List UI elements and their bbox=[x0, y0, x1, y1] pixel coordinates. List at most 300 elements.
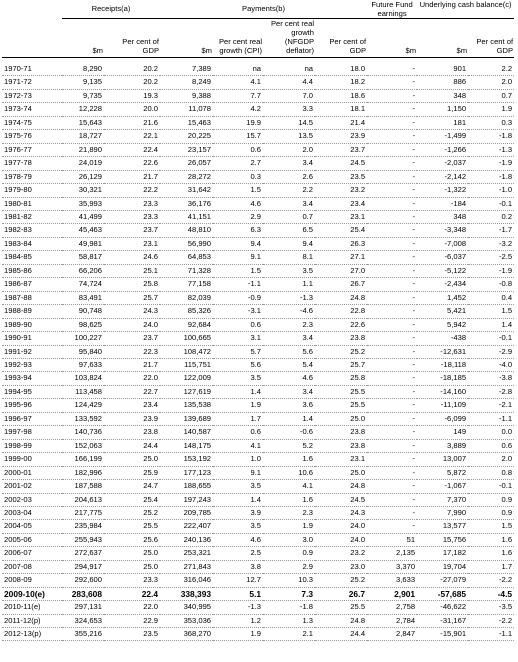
payments-percent-gdp-cell: 24.8 bbox=[315, 614, 367, 627]
table-row bbox=[2, 385, 514, 398]
table-row bbox=[2, 480, 514, 493]
future-fund-earnings-cell: 2,135 bbox=[367, 547, 417, 560]
underlying-cash-balance-dollars-cell: -1,322 bbox=[417, 184, 468, 197]
payments-percent-gdp-cell: 24.4 bbox=[315, 628, 367, 641]
year-cell: 1973-74 bbox=[2, 103, 62, 116]
payments-dollars-cell: 71,328 bbox=[160, 264, 213, 277]
payments-dollars-cell: 92,684 bbox=[160, 318, 213, 331]
receipts-percent-gdp-cell: 24.0 bbox=[104, 318, 160, 331]
underlying-cash-balance-percent-gdp-cell: -1.0 bbox=[468, 184, 514, 197]
underlying-cash-balance-percent-gdp-cell: -1.9 bbox=[468, 264, 514, 277]
year-cell: 2011-12(p) bbox=[2, 614, 62, 627]
future-fund-earnings-cell: - bbox=[367, 278, 417, 291]
future-fund-earnings-cell: - bbox=[367, 157, 417, 170]
receipts-dollars-cell: 41,499 bbox=[62, 210, 104, 223]
payments-dollars-cell: 140,587 bbox=[160, 426, 213, 439]
payments-real-growth-cpi-cell: -0.9 bbox=[213, 291, 263, 304]
receipts-dollars-cell: 187,588 bbox=[62, 480, 104, 493]
underlying-cash-balance-percent-gdp-cell: -1.3 bbox=[468, 143, 514, 156]
payments-real-growth-nfgdp-cell: 10.3 bbox=[263, 574, 315, 587]
table-row bbox=[2, 547, 514, 560]
underlying-cash-balance-dollars-cell: -18,118 bbox=[417, 358, 468, 371]
payments-percent-gdp-cell: 24.5 bbox=[315, 493, 367, 506]
table-row bbox=[2, 493, 514, 506]
payments-dollars-cell: 11,078 bbox=[160, 103, 213, 116]
underlying-cash-balance-percent-gdp-cell: 1.6 bbox=[468, 547, 514, 560]
receipts-percent-gdp-cell: 25.6 bbox=[104, 533, 160, 546]
future-fund-earnings-cell: - bbox=[367, 291, 417, 304]
payments-real-growth-cpi-cell: 19.9 bbox=[213, 116, 263, 129]
underlying-cash-balance-dollars-cell: -15,901 bbox=[417, 628, 468, 641]
table-row bbox=[2, 614, 514, 627]
payments-dollars-cell: 115,751 bbox=[160, 358, 213, 371]
payments-real-growth-nfgdp-cell: 1.4 bbox=[263, 412, 315, 425]
payments-real-growth-cpi-cell: 0.6 bbox=[213, 318, 263, 331]
payments-real-growth-cpi-cell: 1.2 bbox=[213, 614, 263, 627]
year-cell: 2010-11(e) bbox=[2, 601, 62, 614]
receipts-percent-gdp-cell: 25.0 bbox=[104, 560, 160, 573]
underlying-cash-balance-dollars-cell: 7,370 bbox=[417, 493, 468, 506]
payments-real-growth-nfgdp-cell: 3.4 bbox=[263, 385, 315, 398]
underlying-cash-balance-percent-gdp-cell: 0.0 bbox=[468, 426, 514, 439]
payments-real-growth-cpi-cell: 1.0 bbox=[213, 453, 263, 466]
receipts-dollars-cell: 133,592 bbox=[62, 412, 104, 425]
future-fund-earnings-cell: - bbox=[367, 399, 417, 412]
future-fund-earnings-cell: - bbox=[367, 264, 417, 277]
receipts-percent-gdp-cell: 20.2 bbox=[104, 76, 160, 89]
receipts-dollars-cell: 292,600 bbox=[62, 574, 104, 587]
future-fund-earnings-cell: - bbox=[367, 210, 417, 223]
receipts-dollars-cell: 324,653 bbox=[62, 614, 104, 627]
year-cell: 2012-13(p) bbox=[2, 628, 62, 641]
payments-dollars-cell: 122,009 bbox=[160, 372, 213, 385]
payments-real-growth-cpi-cell: -1.1 bbox=[213, 278, 263, 291]
payments-real-growth-cpi-cell: 3.1 bbox=[213, 332, 263, 345]
payments-real-growth-cpi-cell: 1.5 bbox=[213, 184, 263, 197]
receipts-percent-gdp-cell: 22.6 bbox=[104, 157, 160, 170]
payments-dollars-cell: 23,157 bbox=[160, 143, 213, 156]
payments-real-growth-cpi-cell: 1.5 bbox=[213, 264, 263, 277]
receipts-dollars-cell: 35,993 bbox=[62, 197, 104, 210]
underlying-cash-balance-dollars-cell: 17,182 bbox=[417, 547, 468, 560]
future-fund-earnings-cell: 51 bbox=[367, 533, 417, 546]
year-cell: 1986-87 bbox=[2, 278, 62, 291]
table-row bbox=[2, 453, 514, 466]
group-header-row bbox=[2, 0, 514, 19]
underlying-cash-balance-dollars-cell: -11,109 bbox=[417, 399, 468, 412]
payments-percent-gdp-cell: 23.8 bbox=[315, 426, 367, 439]
underlying-cash-balance-percent-gdp-cell: 0.4 bbox=[468, 291, 514, 304]
receipts-dollars-cell: 9,135 bbox=[62, 76, 104, 89]
future-fund-earnings-cell: - bbox=[367, 345, 417, 358]
payments-real-growth-nfgdp-cell: 5.6 bbox=[263, 345, 315, 358]
year-cell: 1998-99 bbox=[2, 439, 62, 452]
payments-dollars-cell: 28,272 bbox=[160, 170, 213, 183]
payments-real-growth-cpi-cell: 1.9 bbox=[213, 628, 263, 641]
year-cell: 1974-75 bbox=[2, 116, 62, 129]
payments-real-growth-cpi-cell: 0.6 bbox=[213, 143, 263, 156]
receipts-dollars-cell: 30,321 bbox=[62, 184, 104, 197]
underlying-percent-gdp-header: Per cent of GDP bbox=[468, 19, 514, 58]
table-row bbox=[2, 332, 514, 345]
payments-real-growth-nfgdp-cell: 2.6 bbox=[263, 170, 315, 183]
payments-dollars-cell: 368,270 bbox=[160, 628, 213, 641]
year-cell: 1994-95 bbox=[2, 385, 62, 398]
payments-percent-gdp-cell: 22.6 bbox=[315, 318, 367, 331]
future-fund-earnings-cell: - bbox=[367, 130, 417, 143]
future-fund-earnings-cell: - bbox=[367, 372, 417, 385]
table-row bbox=[2, 143, 514, 156]
payments-dollars-cell: 148,175 bbox=[160, 439, 213, 452]
payments-real-growth-nfgdp-cell: 2.0 bbox=[263, 143, 315, 156]
table-row bbox=[2, 628, 514, 641]
underlying-cash-balance-dollars-cell: -6,037 bbox=[417, 251, 468, 264]
underlying-cash-balance-percent-gdp-cell: -2.8 bbox=[468, 385, 514, 398]
underlying-cash-balance-dollars-cell: -438 bbox=[417, 332, 468, 345]
table-row bbox=[2, 197, 514, 210]
payments-dollars-cell: 271,843 bbox=[160, 560, 213, 573]
payments-percent-gdp-cell: 24.3 bbox=[315, 506, 367, 519]
payments-percent-gdp-cell: 23.9 bbox=[315, 130, 367, 143]
receipts-dollars-cell: 21,890 bbox=[62, 143, 104, 156]
receipts-percent-gdp-cell: 22.9 bbox=[104, 614, 160, 627]
payments-dollars-cell: 316,046 bbox=[160, 574, 213, 587]
underlying-cash-balance-percent-gdp-cell: 2.0 bbox=[468, 453, 514, 466]
payments-dollars-cell: 153,192 bbox=[160, 453, 213, 466]
payments-real-growth-nfgdp-cell: 4.6 bbox=[263, 372, 315, 385]
future-fund-earnings-cell: 2,784 bbox=[367, 614, 417, 627]
payments-real-growth-cpi-cell: 4.6 bbox=[213, 533, 263, 546]
underlying-cash-balance-dollars-cell: -12,631 bbox=[417, 345, 468, 358]
underlying-cash-balance-dollars-cell: -6,099 bbox=[417, 412, 468, 425]
receipts-percent-gdp-cell: 22.0 bbox=[104, 601, 160, 614]
payments-real-growth-nfgdp-cell: -0.6 bbox=[263, 426, 315, 439]
receipts-percent-gdp-cell: 25.4 bbox=[104, 493, 160, 506]
table-row bbox=[2, 560, 514, 573]
year-cell: 1983-84 bbox=[2, 237, 62, 250]
future-fund-earnings-cell: - bbox=[367, 305, 417, 318]
receipts-dollars-cell: 283,608 bbox=[62, 587, 104, 600]
payments-real-growth-cpi-cell: 7.7 bbox=[213, 89, 263, 102]
underlying-cash-balance-dollars-cell: -1,266 bbox=[417, 143, 468, 156]
payments-real-growth-cpi-cell: 9.1 bbox=[213, 466, 263, 479]
year-cell: 2000-01 bbox=[2, 466, 62, 479]
receipts-percent-gdp-cell: 25.8 bbox=[104, 278, 160, 291]
receipts-dollars-cell: 95,840 bbox=[62, 345, 104, 358]
payments-real-growth-nfgdp-cell: 3.6 bbox=[263, 399, 315, 412]
underlying-cash-balance-percent-gdp-cell: 1.5 bbox=[468, 305, 514, 318]
table-row bbox=[2, 103, 514, 116]
underlying-cash-balance-percent-gdp-cell: 1.4 bbox=[468, 318, 514, 331]
table-row bbox=[2, 520, 514, 533]
payments-percent-gdp-cell: 25.0 bbox=[315, 412, 367, 425]
underlying-cash-balance-percent-gdp-cell: -1.9 bbox=[468, 157, 514, 170]
table-row bbox=[2, 305, 514, 318]
payments-real-growth-cpi-cell: 2.7 bbox=[213, 157, 263, 170]
underlying-cash-balance-dollars-cell: 5,942 bbox=[417, 318, 468, 331]
receipts-dollars-cell: 297,131 bbox=[62, 601, 104, 614]
payments-percent-gdp-cell: 25.7 bbox=[315, 358, 367, 371]
payments-dollars-cell: 48,810 bbox=[160, 224, 213, 237]
underlying-cash-balance-dollars-cell: 13,007 bbox=[417, 453, 468, 466]
underlying-cash-balance-percent-gdp-cell: -3.2 bbox=[468, 237, 514, 250]
underlying-cash-balance-percent-gdp-cell: -1.8 bbox=[468, 170, 514, 183]
underlying-cash-balance-dollars-cell: 348 bbox=[417, 210, 468, 223]
future-fund-earnings-cell: - bbox=[367, 237, 417, 250]
table-row bbox=[2, 291, 514, 304]
future-fund-earnings-cell: - bbox=[367, 453, 417, 466]
underlying-cash-balance-percent-gdp-cell: 0.6 bbox=[468, 439, 514, 452]
payments-percent-gdp-cell: 18.0 bbox=[315, 63, 367, 76]
underlying-cash-balance-dollars-cell: -184 bbox=[417, 197, 468, 210]
receipts-dollars-cell: 66,206 bbox=[62, 264, 104, 277]
payments-real-growth-nfgdp-cell: 0.7 bbox=[263, 210, 315, 223]
receipts-dollars-cell: 217,775 bbox=[62, 506, 104, 519]
payments-real-growth-cpi-cell: -3.1 bbox=[213, 305, 263, 318]
payments-real-growth-nfgdp-cell: 2.3 bbox=[263, 506, 315, 519]
year-cell: 1975-76 bbox=[2, 130, 62, 143]
payments-percent-gdp-cell: 26.7 bbox=[315, 587, 367, 600]
underlying-cash-balance-dollars-cell: -2,037 bbox=[417, 157, 468, 170]
future-fund-earnings-cell: - bbox=[367, 506, 417, 519]
payments-dollars-cell: 26,057 bbox=[160, 157, 213, 170]
underlying-cash-balance-percent-gdp-cell: 0.2 bbox=[468, 210, 514, 223]
underlying-cash-balance-percent-gdp-cell: -2.2 bbox=[468, 574, 514, 587]
underlying-cash-balance-percent-gdp-cell: -2.9 bbox=[468, 345, 514, 358]
receipts-percent-gdp-cell: 23.3 bbox=[104, 574, 160, 587]
underlying-cash-balance-dollars-cell: -18,185 bbox=[417, 372, 468, 385]
payments-real-growth-cpi-header: Per cent real growth (CPI) bbox=[213, 19, 263, 58]
receipts-percent-gdp-cell: 23.8 bbox=[104, 426, 160, 439]
payments-real-growth-nfgdp-cell: 3.4 bbox=[263, 157, 315, 170]
table-row bbox=[2, 278, 514, 291]
year-cell: 1997-98 bbox=[2, 426, 62, 439]
underlying-cash-balance-dollars-cell: 1,452 bbox=[417, 291, 468, 304]
table-row bbox=[2, 412, 514, 425]
payments-percent-gdp-cell: 24.0 bbox=[315, 533, 367, 546]
receipts-percent-gdp-cell: 24.4 bbox=[104, 439, 160, 452]
year-cell: 1978-79 bbox=[2, 170, 62, 183]
underlying-cash-balance-dollars-cell: 886 bbox=[417, 76, 468, 89]
receipts-percent-gdp-cell: 23.4 bbox=[104, 399, 160, 412]
future-fund-earnings-cell: 2,847 bbox=[367, 628, 417, 641]
underlying-cash-balance-dollars-cell: -2,142 bbox=[417, 170, 468, 183]
table-row bbox=[2, 372, 514, 385]
receipts-percent-gdp-cell: 20.0 bbox=[104, 103, 160, 116]
receipts-dollars-cell: 294,917 bbox=[62, 560, 104, 573]
payments-percent-gdp-cell: 18.1 bbox=[315, 103, 367, 116]
table-row bbox=[2, 76, 514, 89]
year-cell: 1979-80 bbox=[2, 184, 62, 197]
payments-dollars-cell: 82,039 bbox=[160, 291, 213, 304]
year-cell: 1990-91 bbox=[2, 332, 62, 345]
payments-real-growth-cpi-cell: 3.9 bbox=[213, 506, 263, 519]
underlying-cash-balance-percent-gdp-cell: 0.9 bbox=[468, 493, 514, 506]
payments-dollars-cell: 353,036 bbox=[160, 614, 213, 627]
receipts-percent-gdp-cell: 23.5 bbox=[104, 628, 160, 641]
receipts-percent-gdp-cell: 22.1 bbox=[104, 130, 160, 143]
payments-real-growth-nfgdp-cell: 6.5 bbox=[263, 224, 315, 237]
underlying-cash-balance-dollars-cell: -3,348 bbox=[417, 224, 468, 237]
underlying-cash-balance-dollars-cell: 901 bbox=[417, 63, 468, 76]
payments-real-growth-nfgdp-cell: 2.9 bbox=[263, 560, 315, 573]
receipts-percent-gdp-cell: 25.0 bbox=[104, 547, 160, 560]
payments-dollars-cell: 338,393 bbox=[160, 587, 213, 600]
underlying-cash-balance-dollars-cell: -1,499 bbox=[417, 130, 468, 143]
payments-dollars-cell: 56,990 bbox=[160, 237, 213, 250]
underlying-cash-balance-percent-gdp-cell: -2.1 bbox=[468, 399, 514, 412]
underlying-cash-balance-percent-gdp-cell: 1.9 bbox=[468, 103, 514, 116]
receipts-percent-gdp-cell: 25.0 bbox=[104, 453, 160, 466]
payments-real-growth-nfgdp-header: Per cent real growth (NFGDP deflator) bbox=[263, 19, 315, 58]
payments-real-growth-nfgdp-cell: -4.6 bbox=[263, 305, 315, 318]
table-row bbox=[2, 224, 514, 237]
year-cell: 1972-73 bbox=[2, 89, 62, 102]
payments-dollars-cell: 31,642 bbox=[160, 184, 213, 197]
receipts-dollars-cell: 355,216 bbox=[62, 628, 104, 641]
future-fund-dollars-header: $m bbox=[367, 19, 417, 58]
payments-dollars-cell: 77,158 bbox=[160, 278, 213, 291]
receipts-percent-gdp-cell: 23.3 bbox=[104, 210, 160, 223]
payments-real-growth-nfgdp-cell: 9.4 bbox=[263, 237, 315, 250]
table-row bbox=[2, 506, 514, 519]
payments-percent-gdp-cell: 25.2 bbox=[315, 574, 367, 587]
table-row bbox=[2, 399, 514, 412]
year-cell: 1985-86 bbox=[2, 264, 62, 277]
receipts-percent-gdp-cell: 25.7 bbox=[104, 291, 160, 304]
payments-real-growth-nfgdp-cell: 1.1 bbox=[263, 278, 315, 291]
payments-real-growth-cpi-cell: 3.5 bbox=[213, 372, 263, 385]
payments-dollars-cell: 20,225 bbox=[160, 130, 213, 143]
payments-real-growth-nfgdp-cell: 4.4 bbox=[263, 76, 315, 89]
payments-real-growth-cpi-cell: 2.5 bbox=[213, 547, 263, 560]
payments-real-growth-nfgdp-cell: 1.3 bbox=[263, 614, 315, 627]
payments-dollars-header: $m bbox=[160, 19, 213, 58]
future-fund-earnings-cell: - bbox=[367, 76, 417, 89]
table-row bbox=[2, 63, 514, 76]
receipts-percent-gdp-cell: 23.7 bbox=[104, 332, 160, 345]
table-body bbox=[2, 63, 514, 641]
payments-percent-gdp-cell: 22.8 bbox=[315, 305, 367, 318]
table-row bbox=[2, 345, 514, 358]
receipts-dollars-cell: 90,748 bbox=[62, 305, 104, 318]
payments-real-growth-nfgdp-cell: 2.3 bbox=[263, 318, 315, 331]
receipts-dollars-cell: 83,491 bbox=[62, 291, 104, 304]
payments-percent-gdp-cell: 27.1 bbox=[315, 251, 367, 264]
year-cell: 2007-08 bbox=[2, 560, 62, 573]
receipts-dollars-cell: 15,643 bbox=[62, 116, 104, 129]
payments-percent-gdp-cell: 23.8 bbox=[315, 332, 367, 345]
underlying-cash-balance-dollars-cell: -5,122 bbox=[417, 264, 468, 277]
payments-percent-gdp-cell: 18.2 bbox=[315, 76, 367, 89]
payments-real-growth-cpi-cell: 3.5 bbox=[213, 480, 263, 493]
payments-real-growth-cpi-cell: 4.1 bbox=[213, 439, 263, 452]
payments-real-growth-cpi-cell: na bbox=[213, 63, 263, 76]
receipts-dollars-header: $m bbox=[62, 19, 104, 58]
year-cell: 1999-00 bbox=[2, 453, 62, 466]
table-row bbox=[2, 264, 514, 277]
underlying-cash-balance-percent-gdp-cell: -2.2 bbox=[468, 614, 514, 627]
payments-dollars-cell: 85,326 bbox=[160, 305, 213, 318]
table-row bbox=[2, 89, 514, 102]
payments-real-growth-cpi-cell: 15.7 bbox=[213, 130, 263, 143]
underlying-cash-balance-dollars-cell: 5,872 bbox=[417, 466, 468, 479]
receipts-dollars-cell: 235,984 bbox=[62, 520, 104, 533]
underlying-cash-balance-percent-gdp-cell: -4.0 bbox=[468, 358, 514, 371]
year-header-blank bbox=[2, 0, 62, 19]
payments-real-growth-nfgdp-cell: 5.2 bbox=[263, 439, 315, 452]
payments-percent-gdp-cell: 25.5 bbox=[315, 399, 367, 412]
payments-percent-gdp-cell: 23.1 bbox=[315, 210, 367, 223]
payments-dollars-cell: 222,407 bbox=[160, 520, 213, 533]
payments-real-growth-nfgdp-cell: 1.6 bbox=[263, 493, 315, 506]
table-row bbox=[2, 574, 514, 587]
future-fund-earnings-cell: - bbox=[367, 143, 417, 156]
table-row bbox=[2, 251, 514, 264]
payments-percent-gdp-cell: 23.4 bbox=[315, 197, 367, 210]
payments-real-growth-cpi-cell: 4.2 bbox=[213, 103, 263, 116]
year-cell: 2005-06 bbox=[2, 533, 62, 546]
payments-dollars-cell: 9,388 bbox=[160, 89, 213, 102]
payments-group-header: Payments(b) bbox=[160, 0, 367, 19]
future-fund-earnings-cell: 2,901 bbox=[367, 587, 417, 600]
receipts-percent-gdp-cell: 24.6 bbox=[104, 251, 160, 264]
payments-real-growth-nfgdp-cell: -1.3 bbox=[263, 291, 315, 304]
year-cell: 1989-90 bbox=[2, 318, 62, 331]
future-fund-earnings-cell: - bbox=[367, 89, 417, 102]
payments-dollars-cell: 197,243 bbox=[160, 493, 213, 506]
future-fund-earnings-cell: - bbox=[367, 170, 417, 183]
payments-real-growth-nfgdp-cell: 5.4 bbox=[263, 358, 315, 371]
underlying-cash-balance-percent-gdp-cell: -3.8 bbox=[468, 372, 514, 385]
underlying-cash-balance-percent-gdp-cell: 2.0 bbox=[468, 76, 514, 89]
table-row bbox=[2, 426, 514, 439]
payments-real-growth-cpi-cell: 1.4 bbox=[213, 493, 263, 506]
underlying-cash-balance-dollars-cell: -1,067 bbox=[417, 480, 468, 493]
underlying-cash-balance-dollars-cell: -7,008 bbox=[417, 237, 468, 250]
payments-real-growth-cpi-cell: 1.4 bbox=[213, 385, 263, 398]
receipts-percent-gdp-cell: 20.2 bbox=[104, 63, 160, 76]
underlying-cash-balance-percent-gdp-cell: -3.5 bbox=[468, 601, 514, 614]
receipts-percent-gdp-cell: 24.7 bbox=[104, 480, 160, 493]
table-row bbox=[2, 184, 514, 197]
payments-real-growth-cpi-cell: 9.1 bbox=[213, 251, 263, 264]
underlying-cash-balance-percent-gdp-cell: -0.1 bbox=[468, 480, 514, 493]
underlying-cash-balance-dollars-cell: 181 bbox=[417, 116, 468, 129]
underlying-cash-balance-percent-gdp-cell: -2.5 bbox=[468, 251, 514, 264]
future-fund-earnings-cell: - bbox=[367, 358, 417, 371]
receipts-percent-gdp-cell: 23.9 bbox=[104, 412, 160, 425]
payments-dollars-cell: 340,995 bbox=[160, 601, 213, 614]
payments-real-growth-cpi-cell: 1.9 bbox=[213, 399, 263, 412]
future-fund-earnings-cell: - bbox=[367, 251, 417, 264]
receipts-dollars-cell: 97,633 bbox=[62, 358, 104, 371]
receipts-dollars-cell: 103,824 bbox=[62, 372, 104, 385]
receipts-dollars-cell: 204,613 bbox=[62, 493, 104, 506]
future-fund-earnings-cell: - bbox=[367, 426, 417, 439]
future-fund-earnings-cell: - bbox=[367, 318, 417, 331]
table-row bbox=[2, 533, 514, 546]
underlying-cash-balance-dollars-cell: -27,079 bbox=[417, 574, 468, 587]
payments-real-growth-nfgdp-cell: 2.1 bbox=[263, 628, 315, 641]
table-row bbox=[2, 439, 514, 452]
payments-percent-gdp-cell: 25.2 bbox=[315, 345, 367, 358]
future-fund-earnings-cell: - bbox=[367, 385, 417, 398]
underlying-cash-balance-dollars-cell: -31,167 bbox=[417, 614, 468, 627]
receipts-dollars-cell: 58,817 bbox=[62, 251, 104, 264]
receipts-dollars-cell: 124,429 bbox=[62, 399, 104, 412]
underlying-cash-balance-dollars-cell: 5,421 bbox=[417, 305, 468, 318]
